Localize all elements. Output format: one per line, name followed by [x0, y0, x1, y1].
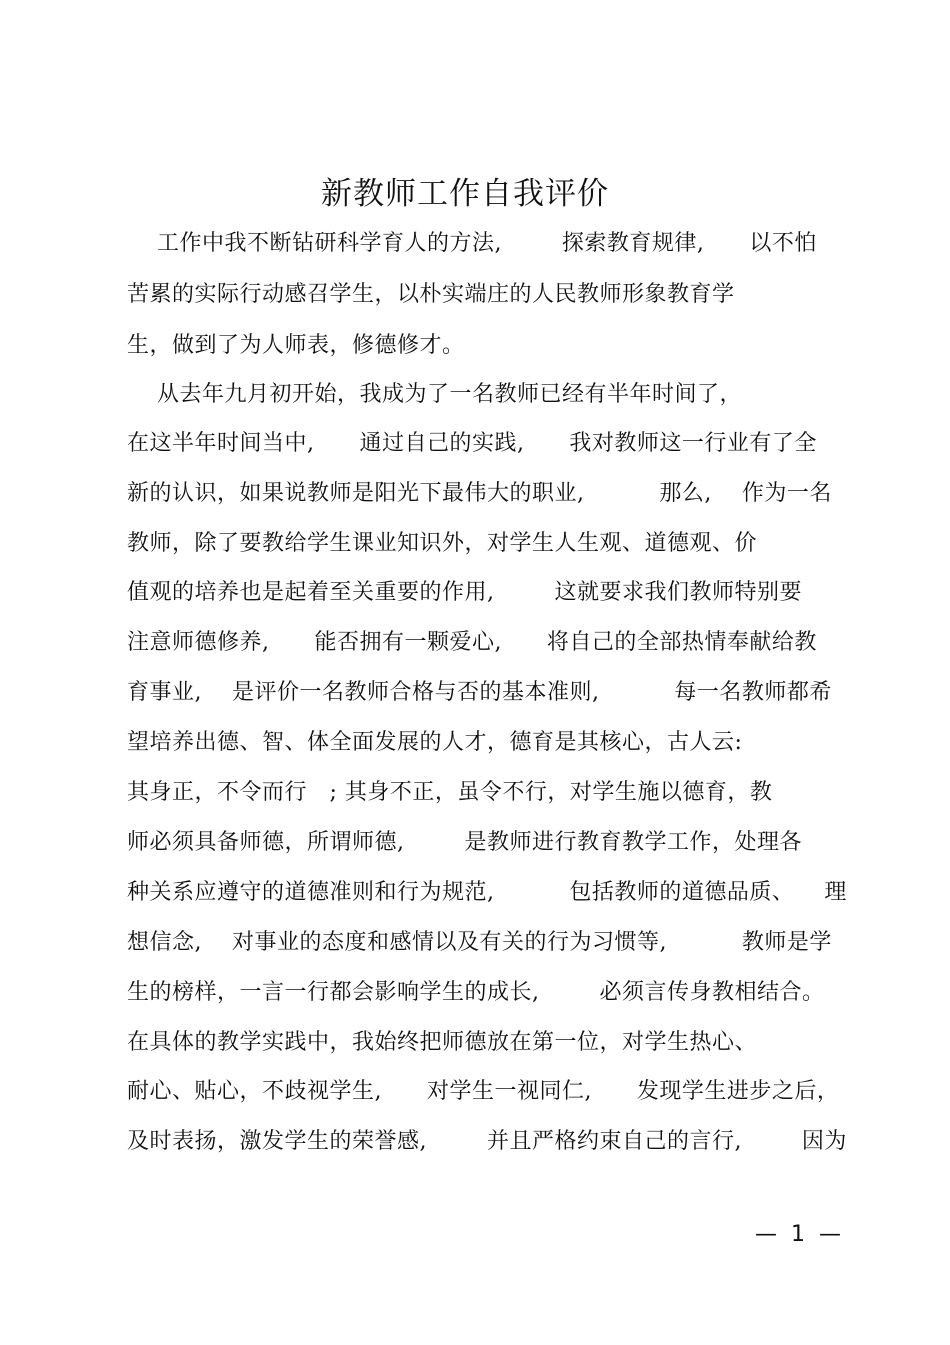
paragraph-2-line-14: 在具体的教学实践中，我始终把师德放在第一位，对学生热心、 [127, 1030, 758, 1055]
paragraph-2-line-4: 教师，除了要教给学生课业知识外，对学生人生观、道德观、价 [127, 531, 758, 556]
page-number: — 1 — [755, 1222, 841, 1247]
paragraph-2-line-8: 望培养出德、智、体全面发展的人才，德育是其核心，古人云: [127, 730, 743, 755]
paragraph-2-line-10: 师必须具备师德，所谓师德, 是教师进行教育教学工作，处理各 [127, 830, 802, 855]
paragraph-1-line-1: 工作中我不断钻研科学育人的方法, 探索教育规律, 以不怕 [127, 231, 817, 256]
paragraph-2-line-3: 新的认识，如果说教师是阳光下最伟大的职业, 那么, 作为一名 [127, 481, 832, 506]
paragraph-1-line-2: 苦累的实际行动感召学生，以朴实端庄的人民教师形象教育学 [127, 282, 735, 307]
paragraph-2-line-1: 从去年九月初开始，我成为了一名教师已经有半年时间了， [127, 382, 742, 407]
paragraph-2-line-12: 想信念, 对事业的态度和感情以及有关的行为习惯等, 教师是学 [127, 930, 832, 955]
paragraph-2-line-15: 耐心、贴心，不歧视学生, 对学生一视同仁, 发现学生进步之后， [127, 1079, 840, 1104]
paragraph-2-line-13: 生的榜样，一言一行都会影响学生的成长, 必须言传身教相结合。 [127, 980, 825, 1005]
paragraph-1-line-3: 生，做到了为人师表，修德修才。 [127, 333, 465, 358]
page-title: 新教师工作自我评价 [321, 176, 609, 212]
paragraph-2-line-11: 种关系应遵守的道德准则和行为规范, 包括教师的道德品质、 理 [127, 880, 847, 905]
paragraph-2-line-2: 在这半年时间当中, 通过自己的实践, 我对教师这一行业有了全 [127, 431, 817, 456]
paragraph-2-line-6: 注意师德修养, 能否拥有一颗爱心, 将自己的全部热情奉献给教 [127, 630, 817, 655]
paragraph-2-line-9: 其身正，不令而行 ; 其身不正，虽令不行，对学生施以德育，教 [127, 780, 773, 805]
paragraph-2-line-16: 及时表扬，激发学生的荣誉感, 并且严格约束自己的言行, 因为 [127, 1129, 847, 1154]
paragraph-2-line-5: 值观的培养也是起着至关重要的作用, 这就要求我们教师特别要 [127, 580, 802, 605]
paragraph-2-line-7: 育事业, 是评价一名教师合格与否的基本准则, 每一名教师都希 [127, 680, 832, 705]
